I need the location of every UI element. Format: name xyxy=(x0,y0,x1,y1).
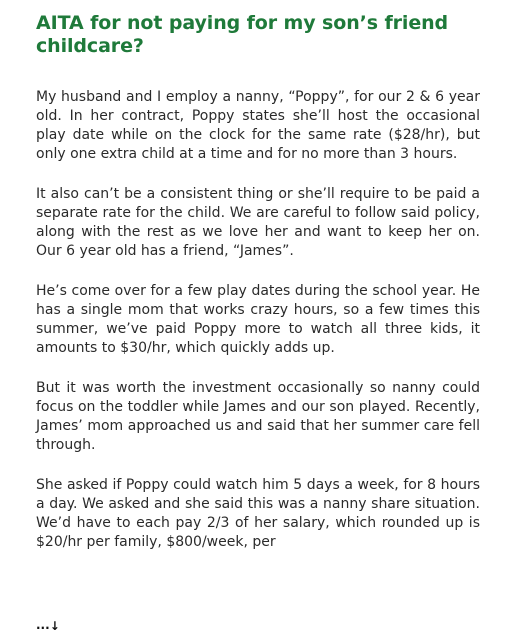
post-paragraph-1: My husband and I employ a nanny, “Poppy”, for our 2 & 6 year old. In her contract, Poppy states she’ll host the occasional play date while on the clock for the same rate ($28/hr), but only one extra child at a time and for no more than 3 hours. xyxy=(36,89,480,162)
post-paragraph-5: She asked if Poppy could watch him 5 days a week, for 8 hours a day. We asked and she said this was a nanny share situation. We’d have to each pay 2/3 of her salary, which rounded up is $20/hr per family, $800/week, per xyxy=(36,477,480,550)
down-arrow-icon: ↓ xyxy=(49,619,60,633)
post-paragraph-3: He’s come over for a few play dates during the school year. He has a single mom that works crazy hours, so a few times this summer, we’ve paid Poppy more to watch all three kids, it amounts to $30/hr, which quickly adds up. xyxy=(36,283,480,356)
continue-reading-indicator[interactable] xyxy=(36,618,60,632)
ellipsis-dots: ... xyxy=(36,618,50,632)
post-body xyxy=(36,88,480,552)
post-title: AITA for not paying for my son’s friend childcare? xyxy=(36,12,449,57)
post-paragraph-2: It also can’t be a consistent thing or she’ll require to be paid a separate rate for the child. We are careful to follow said policy, along with the rest as we love her and want to keep her on. Our 6 year old has a friend, “James”. xyxy=(36,186,480,259)
post-paragraph-4: But it was worth the investment occasionally so nanny could focus on the toddler while James and our son played. Recently, James’ mom approached us and said that her summer care fell through. xyxy=(36,380,480,453)
